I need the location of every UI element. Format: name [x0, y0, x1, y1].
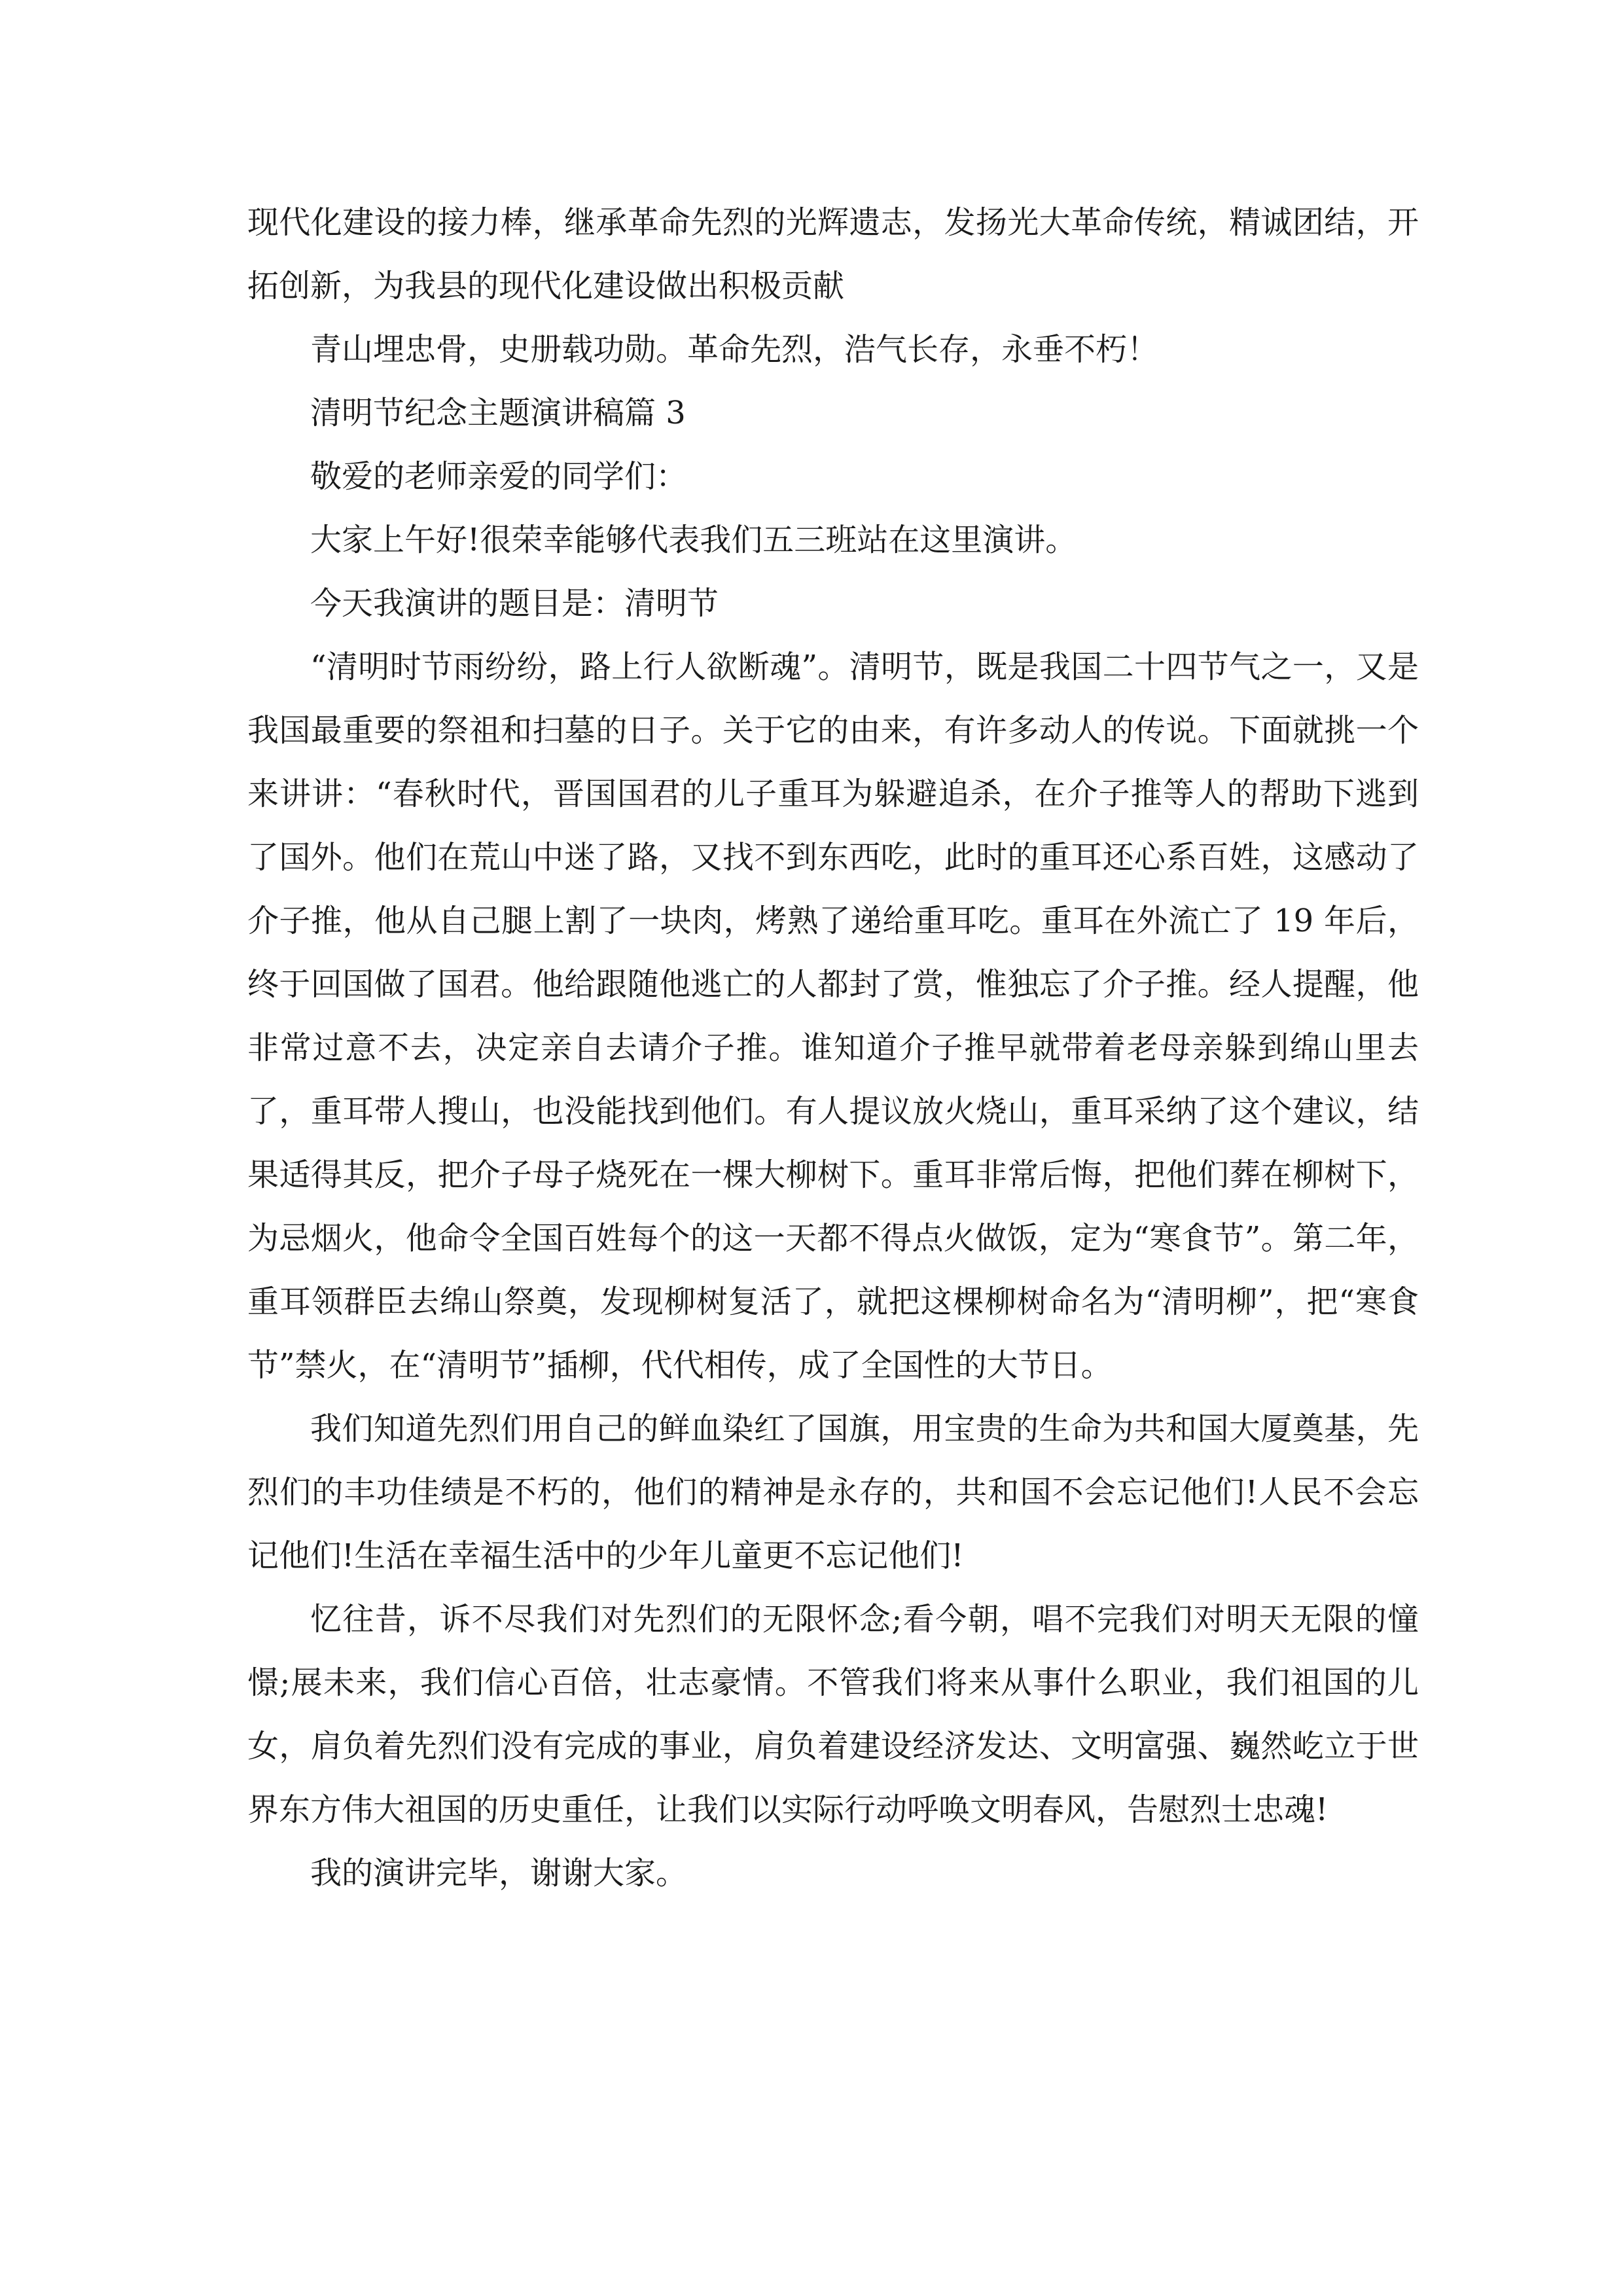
- paragraph-future: 忆往昔，诉不尽我们对先烈们的无限怀念;看今朝，唱不完我们对明天无限的憧憬;展未来，我们信心百倍，壮志豪情。不管我们将来从事什么职业，我们祖国的儿女，肩负着先烈们没有完成的事业，肩负着建设经济发达、文明富强、巍然屹立于世界东方伟大祖国的历史重任，让我们以实际行动呼唤文明春风，告慰烈士忠魂!: [247, 1601, 1419, 1828]
- paragraph-story: “清明时节雨纷纷，路上行人欲断魂”。清明节，既是我国二十四节气之一，又是我国最重要的祭祖和扫墓的日子。关于它的由来，有许多动人的传说。下面就挑一个来讲讲：“春秋时代，晋国国君的儿子重耳为躲避追杀，在介子推等人的帮助下逃到了国外。他们在荒山中迷了路，又找不到东西吃，此时的重耳还心系百姓，这感动了介子推，他从自己腿上割了一块肉，烤熟了递给重耳吃。重耳在外流亡了 19 年后，终于回国做了国君。他给跟随他逃亡的人都封了赏，惟独忘了介子推。经人提醒，他非常过意不去，决定亲自去请介子推。谁知道介子推早就带着老母亲躲到绵山里去了，重耳带人搜山，也没能找到他们。有人提议放火烧山，重耳采纳了这个建议，结果适得其反，把介子母子烧死在一棵大柳树下。重耳非常后悔，把他们葬在柳树下，为忌烟火，他命令全国百姓每个的这一天都不得点火做饭，定为“寒食节”。第二年，重耳领群臣去绵山祭奠，发现柳树复活了，就把这棵柳树命名为“清明柳”，把“寒食节”禁火，在“清明节”插柳，代代相传，成了全国性的大节日。: [247, 649, 1419, 1384]
- paragraph-topic: 今天我演讲的题目是：清明节: [310, 585, 719, 622]
- paragraph-tribute: 青山埋忠骨，史册载功勋。革命先烈，浩气长存，永垂不朽！: [310, 331, 1159, 368]
- paragraph-continuation: 现代化建设的接力棒，继承革命先烈的光辉遗志，发扬光大革命传统，精诚团结，开拓创新，为我县的现代化建设做出积极贡献: [247, 204, 1419, 304]
- paragraph-closing: 我的演讲完毕，谢谢大家。: [310, 1855, 688, 1892]
- section-heading: 清明节纪念主题演讲稿篇 3: [310, 395, 686, 431]
- paragraph-greeting: 大家上午好!很荣幸能够代表我们五三班站在这里演讲。: [310, 522, 1077, 558]
- paragraph-martyrs: 我们知道先烈们用自己的鲜血染红了国旗，用宝贵的生命为共和国大厦奠基，先烈们的丰功佳绩是不朽的，他们的精神是永存的，共和国不会忘记他们!人民不会忘记他们!生活在幸福生活中的少年儿童更不忘记他们!: [247, 1410, 1419, 1574]
- paragraph-salutation: 敬爱的老师亲爱的同学们：: [310, 458, 688, 495]
- document-body: [247, 191, 1419, 1905]
